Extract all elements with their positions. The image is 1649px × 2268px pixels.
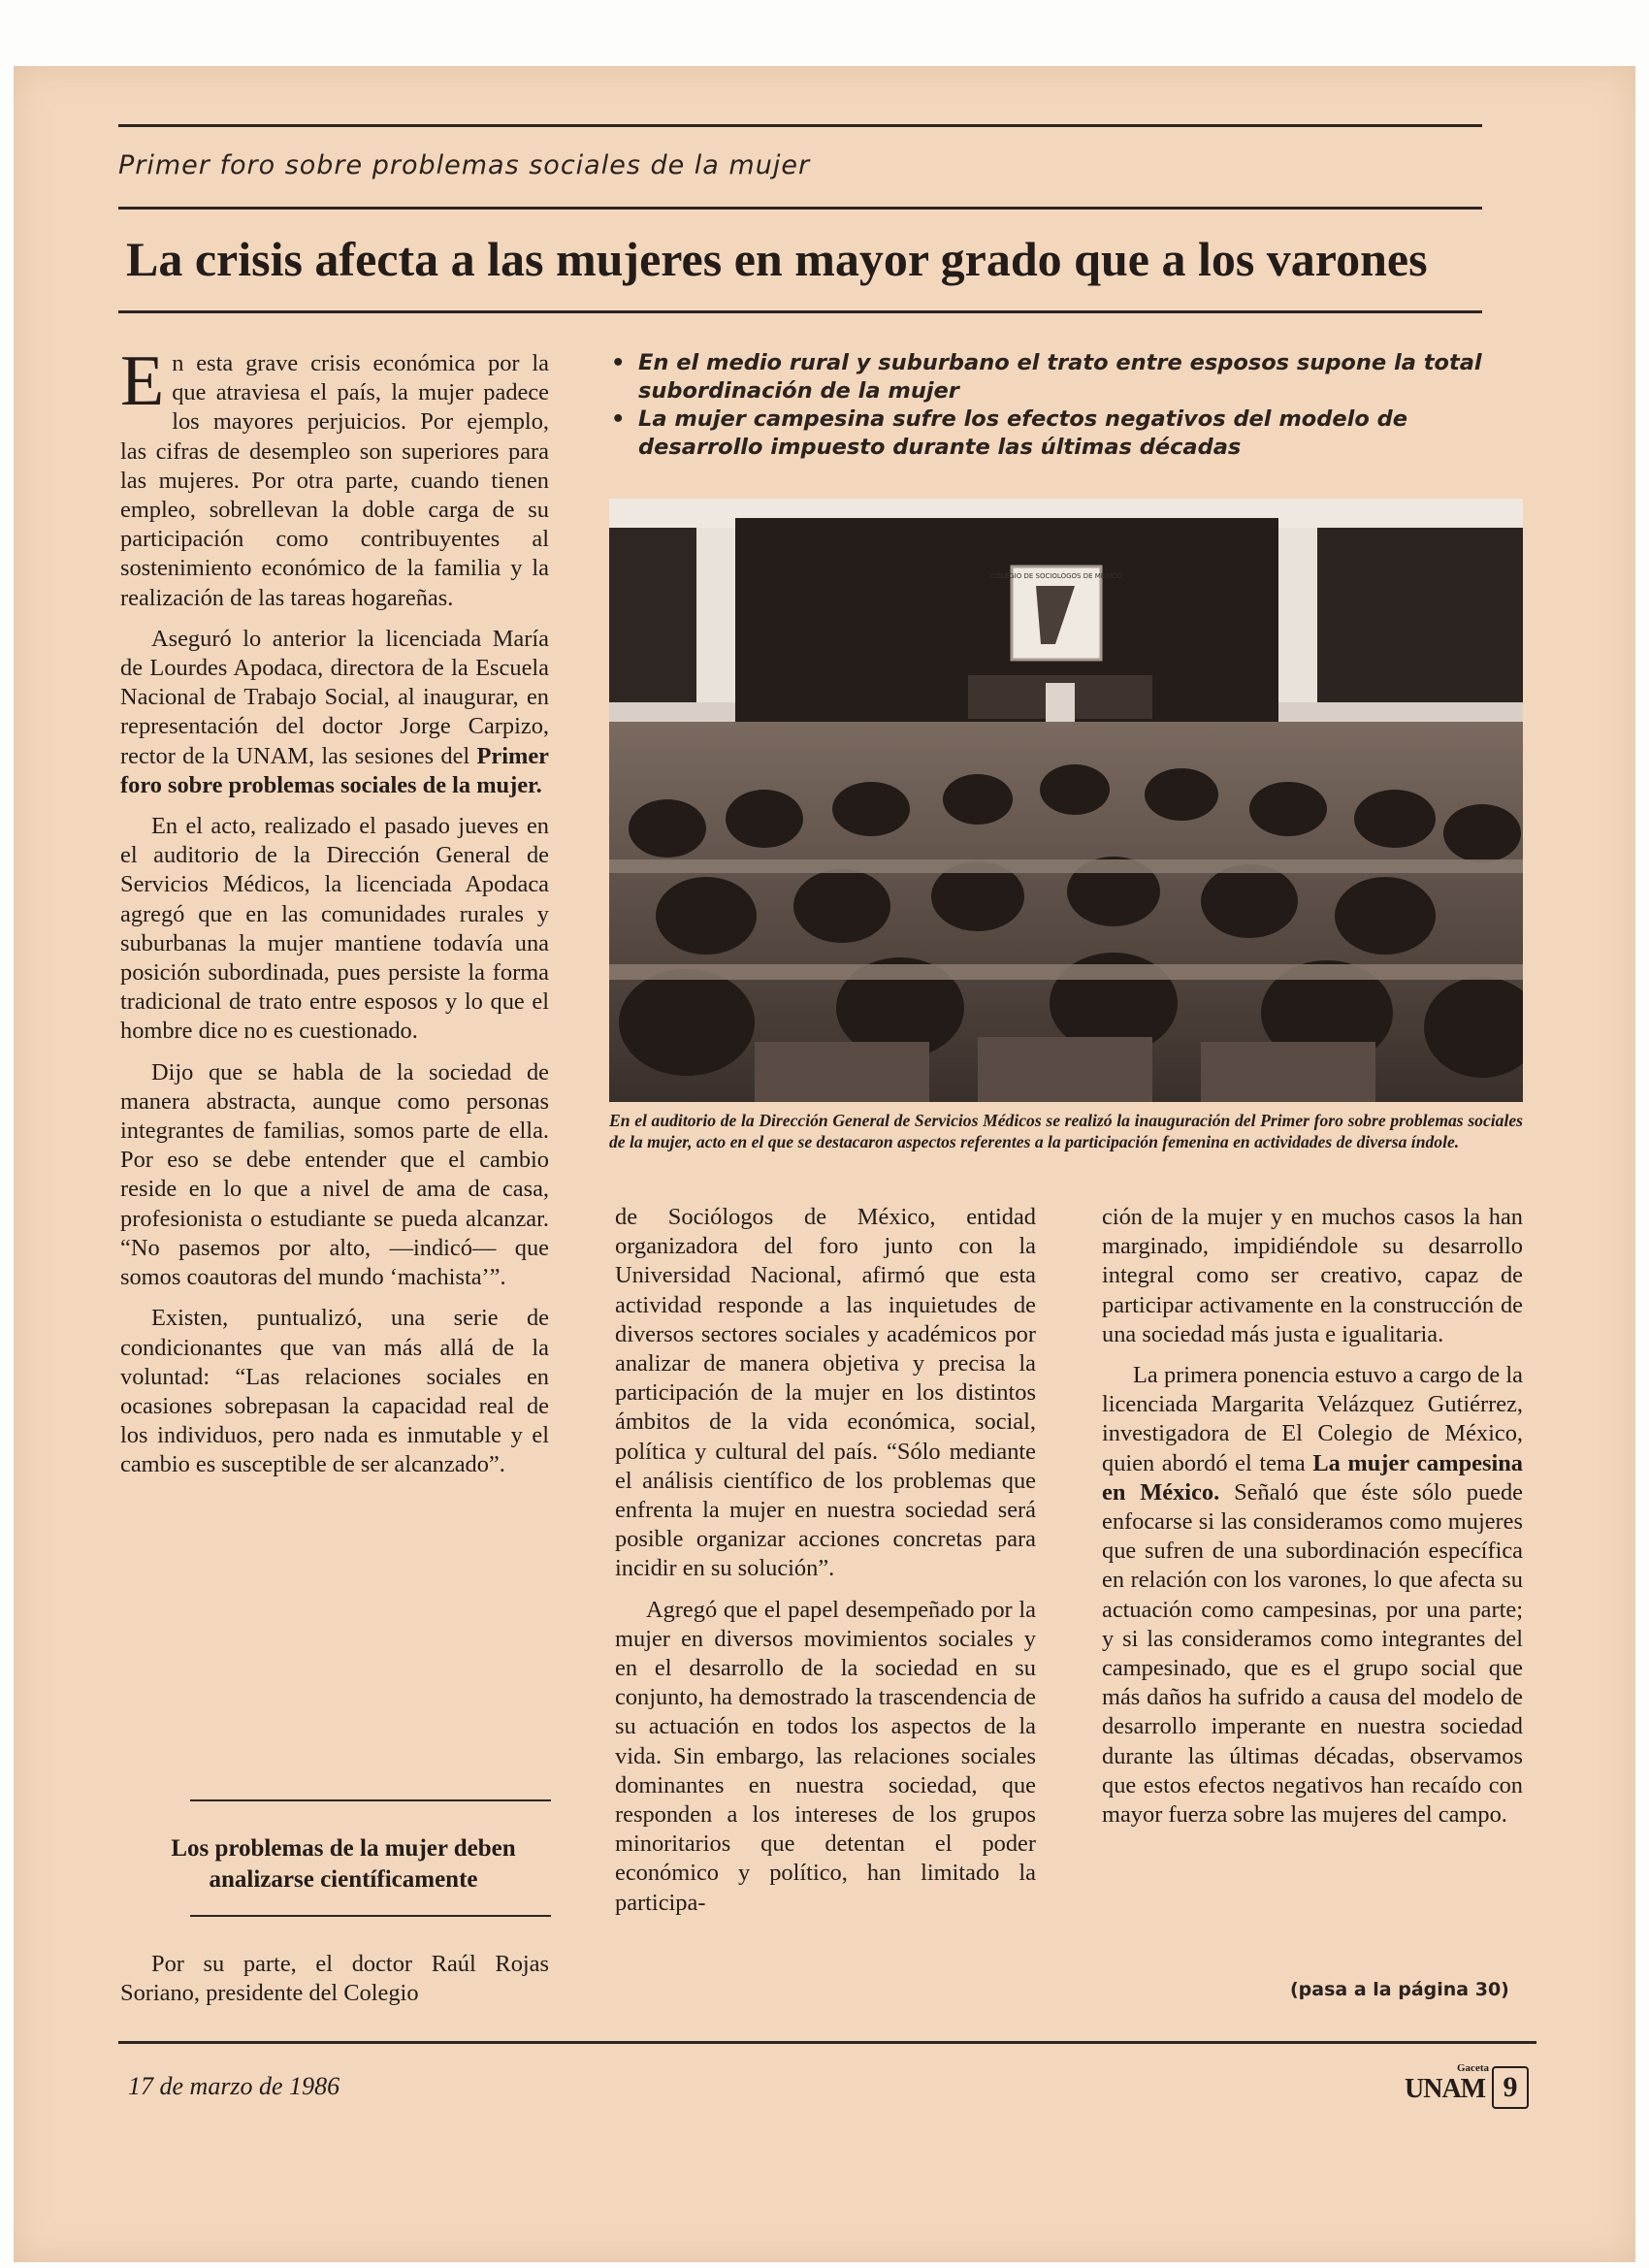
column-3 bbox=[1102, 1203, 1523, 1830]
bullet-item: • En el medio rural y suburbano el trato entre esposos supone la total subordinación de la mujer bbox=[609, 349, 1521, 405]
paragraph: de Sociólogos de México, entidad organizadora del foro junto con la Universidad Nacional, afirmó que esta actividad responde a las inquietudes de diversos sectores sociales y académicos por analizar de manera objetiva y precisa la participación de la mujer en los distintos ámbitos de la vida económica, social, política y cultural del país. “Sólo mediante el análisis científico de los problemas que enfrenta la mujer en nuestra sociedad será posible organizar acciones concretas para incidir en su solución”. bbox=[615, 1204, 1036, 1582]
section-rule bbox=[118, 207, 1482, 210]
highlight-bullets bbox=[609, 349, 1521, 462]
headline: La crisis afecta a las mujeres en mayor grado que a los varones bbox=[126, 232, 1428, 286]
paragraph: ción de la mujer y en muchos casos la han marginado, impidiéndole su desarrollo integral como ser creativo, capaz de participar activamente en la construcción de una sociedad más justa e igualitaria. bbox=[1102, 1204, 1523, 1347]
brand-name: UNAM bbox=[1405, 2074, 1486, 2104]
continued-note: (pasa a la página 30) bbox=[1290, 1979, 1509, 2000]
issue-date: 17 de marzo de 1986 bbox=[128, 2072, 340, 2100]
page-number: 9 bbox=[1492, 2066, 1529, 2109]
column-1 bbox=[120, 341, 549, 1480]
top-rule bbox=[118, 124, 1482, 127]
subheading: Los problemas de la mujer deben analizarse científicamente bbox=[171, 1835, 516, 1893]
photo-caption: En el auditorio de la Dirección General de Servicios Médicos se realizó la inauguración del Primer foro sobre problemas sociales de la mujer, acto en el que se destacaron aspectos referentes a la participación femenina en actividades de diversa índole. bbox=[609, 1111, 1523, 1151]
paragraph: En el acto, realizado el pasado jueves en el auditorio de la Dirección General de Servicios Médicos, la licenciada Apodaca agregó que en las comunidades rurales y suburbanas la mujer mantiene todavía una posición subordinada, pues persiste la forma tradicional de trato entre esposos y lo que el hombre dice no es cuestionado. bbox=[120, 813, 549, 1045]
headline-rule bbox=[118, 310, 1482, 313]
column-1-tail bbox=[120, 1950, 549, 2008]
bullet-item: • La mujer campesina sufre los efectos negativos del modelo de desarrollo impuesto durante las últimas décadas bbox=[609, 405, 1521, 462]
lead-paragraph: En esta grave crisis económica por la que atraviesa el país, la mujer padece los mayores perjuicios. Por ejemplo, las cifras de desempleo son superiores para las mujeres. Por otra parte, cuando tienen empleo, sobrellevan la doble carga de su participación como contribuyentes al sostenimiento económico de la familia y la realización de las tareas hogareñas. bbox=[120, 341, 549, 611]
paragraph: Agregó que el papel desempeñado por la mujer en diversos movimientos sociales y en el desarrollo de la sociedad en su conjunto, ha demostrado la trascendencia de su actuación en todos los aspectos de la vida. Sin embargo, las relaciones sociales dominantes en nuestra sociedad, que responden a los intereses de los grupos minoritarios que detentan el poder económico y político, han limitado la participa- bbox=[615, 1596, 1036, 1916]
footer-rule bbox=[118, 2041, 1536, 2044]
column-2 bbox=[615, 1203, 1036, 1918]
paragraph: La primera ponencia estuvo a cargo de la licenciada Margarita Velázquez Gutiérrez, investigadora de El Colegio de México, quien abordó el tema La mujer campesina en México. Señaló que éste sólo puede enfocarse si las consideramos como mujeres que sufren de una subordinación específica en relación con los varones, lo que afecta su actuación como campesinas, por una parte; y si las consideramos como integrantes del campesinado, que es el grupo social que más daños ha sufrido a causa del modelo de desarrollo imperante en nuestra sociedad durante las últimas décadas, observamos que estos efectos negativos han recaído con mayor fuerza sobre las mujeres del campo. bbox=[1102, 1362, 1523, 1829]
section-heading: Primer foro sobre problemas sociales de la mujer bbox=[118, 150, 811, 180]
drop-cap: E bbox=[120, 341, 165, 421]
paragraph: Por su parte, el doctor Raúl Rojas Soriano, presidente del Colegio bbox=[120, 1951, 549, 2007]
brand-small: Gaceta bbox=[1457, 2062, 1489, 2074]
subhead-rule-bottom bbox=[190, 1915, 551, 1917]
auditorium-photo bbox=[609, 499, 1523, 1102]
paragraph: Dijo que se habla de la sociedad de manera abstracta, aunque como personas integrantes de familias, somos parte de ella. Por eso se debe entender que el cambio reside en lo que a nivel de ama de casa, profesionista o estudiante se pueda alcanzar. “No pasemos por alto, —indicó— que somos coautoras del mundo ‘machista’”. bbox=[120, 1058, 549, 1291]
subhead-rule-top bbox=[190, 1799, 551, 1801]
paragraph: Existen, puntualizó, una serie de condicionantes que van más allá de la voluntad: “Las relaciones sociales en ocasiones sobrepasan la capacidad real de los individuos, pero nada es inmutable y el cambio es susceptible de ser alcanzado”. bbox=[120, 1305, 549, 1478]
banner-text: COLEGIO DE SOCIOLOGOS DE MEXICO bbox=[990, 572, 1122, 580]
paragraph: Aseguró lo anterior la licenciada María de Lourdes Apodaca, directora de la Escuela Nacional de Trabajo Social, al inaugurar, en representación del doctor Jorge Carpizo, rector de la UNAM, las sesiones del Primer foro sobre problemas sociales de la mujer. bbox=[120, 625, 549, 798]
